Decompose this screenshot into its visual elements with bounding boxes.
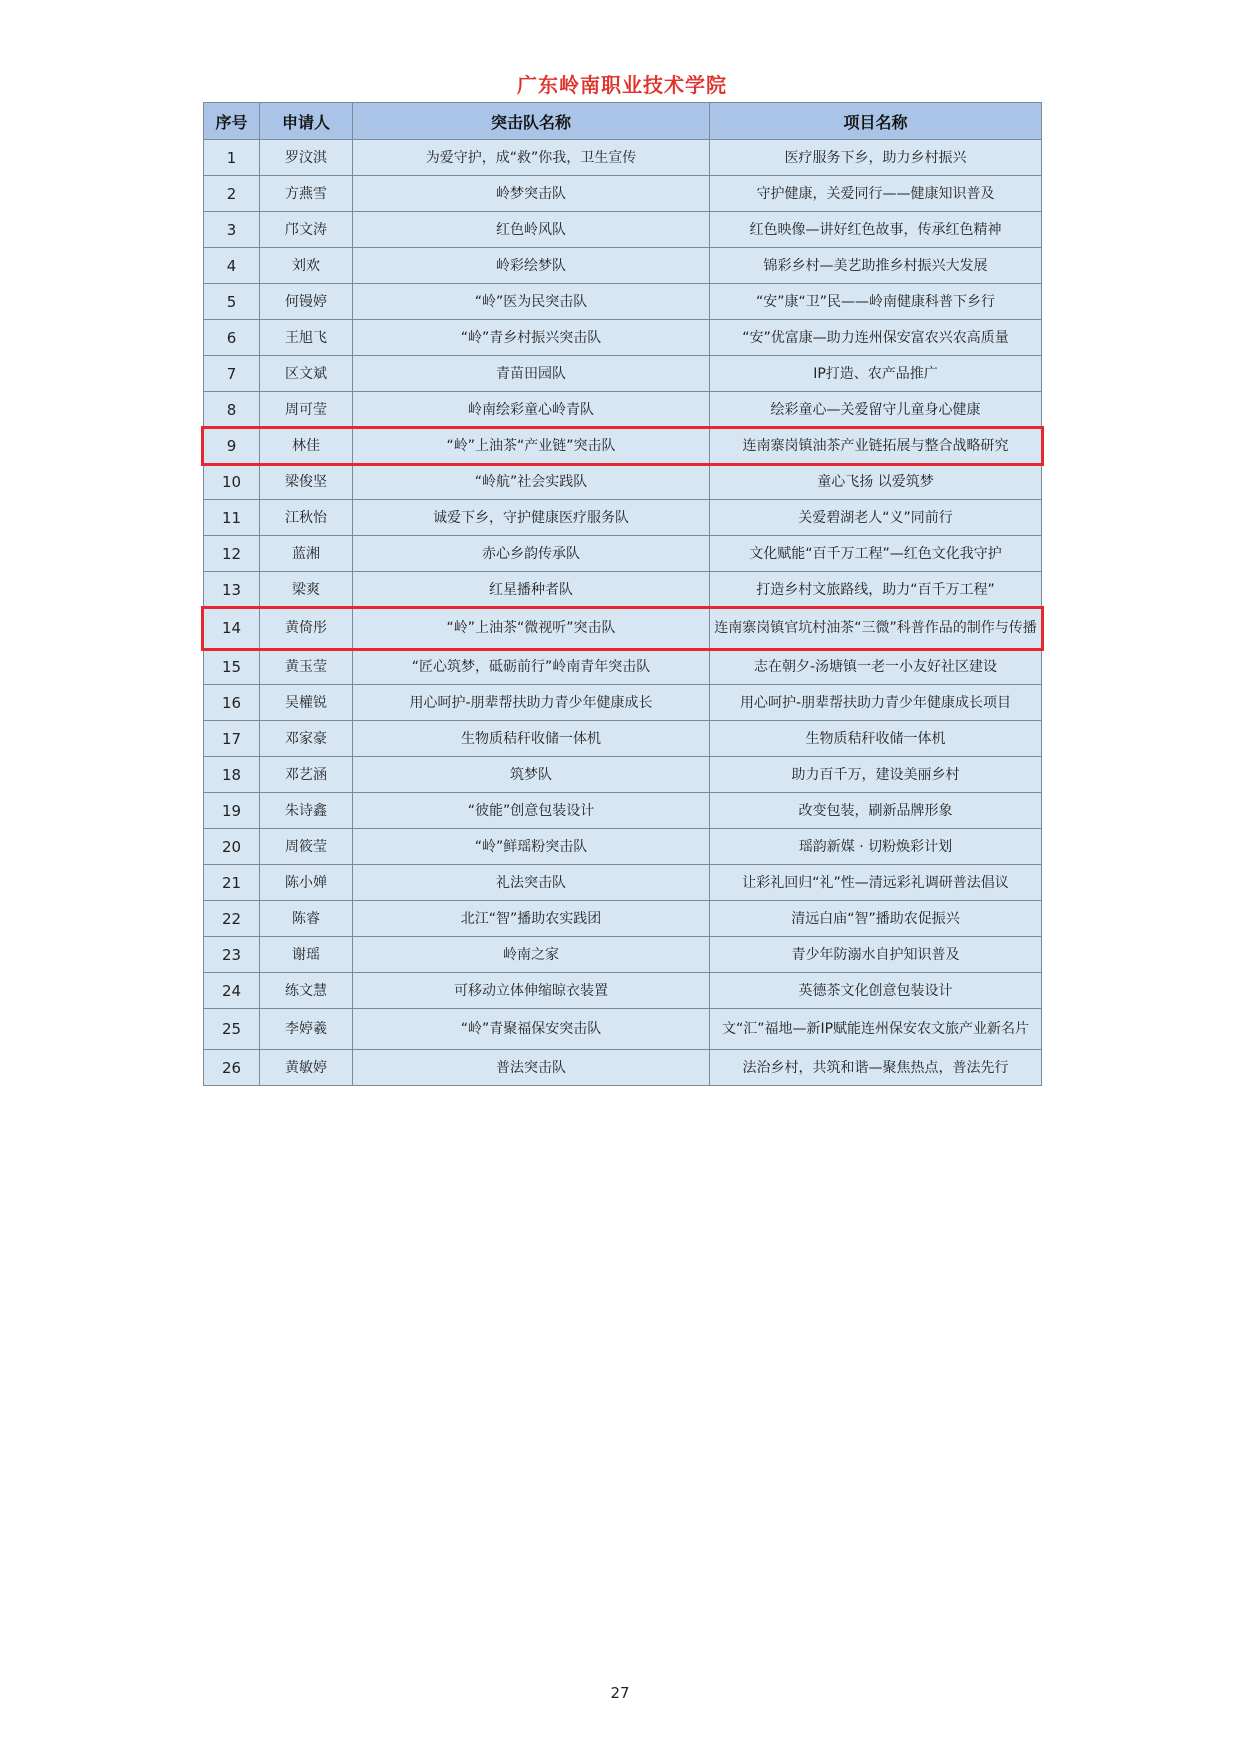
- cell-project: 让彩礼回归“礼”性—清远彩礼调研普法倡议: [710, 865, 1042, 901]
- cell-team: “岭”上油茶“产业链”突击队: [353, 428, 710, 464]
- cell-applicant: 黄玉莹: [260, 649, 353, 685]
- cell-applicant: 吴權锐: [260, 685, 353, 721]
- cell-team: 普法突击队: [353, 1050, 710, 1086]
- table-row: [204, 464, 1042, 500]
- cell-applicant: 练文慧: [260, 973, 353, 1009]
- cell-project: IP打造、农产品推广: [710, 356, 1042, 392]
- cell-project: 瑶韵新媒 · 切粉焕彩计划: [710, 829, 1042, 865]
- cell-no: 8: [204, 392, 260, 428]
- cell-applicant: 王旭飞: [260, 320, 353, 356]
- cell-team: 岭南之家: [353, 937, 710, 973]
- cell-team: “岭”鲜瑶粉突击队: [353, 829, 710, 865]
- cell-team: “彼能”创意包装设计: [353, 793, 710, 829]
- cell-applicant: 罗汶淇: [260, 140, 353, 176]
- cell-no: 5: [204, 284, 260, 320]
- cell-project: 守护健康，关爱同行——健康知识普及: [710, 176, 1042, 212]
- cell-no: 13: [204, 572, 260, 608]
- table-row: [204, 356, 1042, 392]
- cell-applicant: 区文斌: [260, 356, 353, 392]
- cell-team: 岭彩绘梦队: [353, 248, 710, 284]
- cell-team: 可移动立体伸缩晾衣装置: [353, 973, 710, 1009]
- cell-project: 改变包装，刷新品牌形象: [710, 793, 1042, 829]
- cell-team: 红色岭风队: [353, 212, 710, 248]
- cell-no: 25: [204, 1009, 260, 1050]
- cell-project: 红色映像—讲好红色故事，传承红色精神: [710, 212, 1042, 248]
- cell-no: 26: [204, 1050, 260, 1086]
- cell-applicant: 邝文涛: [260, 212, 353, 248]
- cell-team: 为爱守护，成“救”你我，卫生宣传: [353, 140, 710, 176]
- table-row: [204, 793, 1042, 829]
- table-row: [204, 649, 1042, 685]
- table-row: [204, 829, 1042, 865]
- cell-project: 助力百千万，建设美丽乡村: [710, 757, 1042, 793]
- header-row: [204, 103, 1042, 140]
- cell-team: “岭”青聚福保安突击队: [353, 1009, 710, 1050]
- table-row: [204, 865, 1042, 901]
- cell-applicant: 朱诗鑫: [260, 793, 353, 829]
- cell-no: 6: [204, 320, 260, 356]
- table-row: [204, 320, 1042, 356]
- table-row: [204, 392, 1042, 428]
- cell-project: “安”康“卫”民——岭南健康科普下乡行: [710, 284, 1042, 320]
- cell-applicant: 陈睿: [260, 901, 353, 937]
- cell-team: 岭梦突击队: [353, 176, 710, 212]
- cell-project: 生物质秸秆收储一体机: [710, 721, 1042, 757]
- cell-no: 4: [204, 248, 260, 284]
- cell-applicant: 方燕雪: [260, 176, 353, 212]
- cell-project: 法治乡村，共筑和谐—聚焦热点，普法先行: [710, 1050, 1042, 1086]
- cell-no: 21: [204, 865, 260, 901]
- cell-no: 23: [204, 937, 260, 973]
- cell-applicant: 周可莹: [260, 392, 353, 428]
- table-row: [204, 937, 1042, 973]
- table-row: [204, 176, 1042, 212]
- cell-applicant: 陈小婵: [260, 865, 353, 901]
- cell-applicant: 江秋怡: [260, 500, 353, 536]
- cell-no: 2: [204, 176, 260, 212]
- cell-project: 锦彩乡村—美艺助推乡村振兴大发展: [710, 248, 1042, 284]
- page-number: 27: [610, 1684, 630, 1702]
- cell-project: 医疗服务下乡，助力乡村振兴: [710, 140, 1042, 176]
- header-applicant: 申请人: [260, 103, 353, 140]
- cell-team: 北江“智”播助农实践团: [353, 901, 710, 937]
- cell-project: 用心呵护-朋辈帮扶助力青少年健康成长项目: [710, 685, 1042, 721]
- cell-no: 22: [204, 901, 260, 937]
- cell-applicant: 何镘婷: [260, 284, 353, 320]
- cell-team: 赤心乡韵传承队: [353, 536, 710, 572]
- header-no: 序号: [204, 103, 260, 140]
- cell-no: 12: [204, 536, 260, 572]
- table-body: [204, 140, 1042, 1086]
- cell-applicant: 邓艺涵: [260, 757, 353, 793]
- cell-team: 青苗田园队: [353, 356, 710, 392]
- cell-project: 打造乡村文旅路线，助力“百千万工程”: [710, 572, 1042, 608]
- cell-team: 生物质秸秆收储一体机: [353, 721, 710, 757]
- cell-no: 24: [204, 973, 260, 1009]
- cell-team: 诚爱下乡，守护健康医疗服务队: [353, 500, 710, 536]
- table-row: [204, 1009, 1042, 1050]
- table-row: [204, 901, 1042, 937]
- cell-project: 绘彩童心—关爱留守儿童身心健康: [710, 392, 1042, 428]
- cell-project: 连南寨岗镇官坑村油茶“三微”科普作品的制作与传播: [710, 608, 1042, 649]
- cell-team: 红星播种者队: [353, 572, 710, 608]
- document-title: 广东岭南职业技术学院: [517, 73, 727, 97]
- cell-project: 文“汇”福地—新IP赋能连州保安农文旅产业新名片: [710, 1009, 1042, 1050]
- table-row: [204, 757, 1042, 793]
- table-row: [204, 140, 1042, 176]
- cell-team: “岭航”社会实践队: [353, 464, 710, 500]
- table-row: [204, 284, 1042, 320]
- table-row: [204, 536, 1042, 572]
- cell-project: 关爱碧湖老人“义”同前行: [710, 500, 1042, 536]
- table-row: [204, 1050, 1042, 1086]
- cell-team: 岭南绘彩童心岭青队: [353, 392, 710, 428]
- cell-no: 20: [204, 829, 260, 865]
- cell-project: 文化赋能“百千万工程”—红色文化我守护: [710, 536, 1042, 572]
- table-row: [204, 721, 1042, 757]
- cell-team: “岭”青乡村振兴突击队: [353, 320, 710, 356]
- table-row: [204, 572, 1042, 608]
- team-list-table: [203, 102, 1042, 1086]
- cell-no: 1: [204, 140, 260, 176]
- cell-no: 9: [204, 428, 260, 464]
- table-row: [204, 500, 1042, 536]
- cell-project: 志在朝夕-汤塘镇一老一小友好社区建设: [710, 649, 1042, 685]
- cell-applicant: 谢瑶: [260, 937, 353, 973]
- cell-project: 英德茶文化创意包装设计: [710, 973, 1042, 1009]
- table-row: [204, 428, 1042, 464]
- cell-no: 11: [204, 500, 260, 536]
- cell-project: “安”优富康—助力连州保安富农兴农高质量: [710, 320, 1042, 356]
- table-row: [204, 248, 1042, 284]
- cell-applicant: 梁俊坚: [260, 464, 353, 500]
- header-project: 项目名称: [710, 103, 1042, 140]
- table-row: [204, 608, 1042, 649]
- table-row: [204, 973, 1042, 1009]
- cell-team: “岭”上油茶“微视听”突击队: [353, 608, 710, 649]
- cell-no: 10: [204, 464, 260, 500]
- cell-no: 14: [204, 608, 260, 649]
- cell-applicant: 周筱莹: [260, 829, 353, 865]
- cell-applicant: 李婷羲: [260, 1009, 353, 1050]
- cell-no: 3: [204, 212, 260, 248]
- cell-team: 礼法突击队: [353, 865, 710, 901]
- cell-project: 连南寨岗镇油茶产业链拓展与整合战略研究: [710, 428, 1042, 464]
- cell-applicant: 黄倚彤: [260, 608, 353, 649]
- cell-no: 16: [204, 685, 260, 721]
- table-row: [204, 685, 1042, 721]
- cell-applicant: 黄敏婷: [260, 1050, 353, 1086]
- cell-team: “岭”医为民突击队: [353, 284, 710, 320]
- cell-applicant: 梁爽: [260, 572, 353, 608]
- table-row: [204, 212, 1042, 248]
- cell-no: 17: [204, 721, 260, 757]
- cell-no: 15: [204, 649, 260, 685]
- cell-project: 清远白庙“智”播助农促振兴: [710, 901, 1042, 937]
- cell-applicant: 林佳: [260, 428, 353, 464]
- cell-no: 7: [204, 356, 260, 392]
- cell-team: “匠心筑梦，砥砺前行”岭南青年突击队: [353, 649, 710, 685]
- cell-applicant: 蓝湘: [260, 536, 353, 572]
- cell-applicant: 刘欢: [260, 248, 353, 284]
- cell-team: 筑梦队: [353, 757, 710, 793]
- cell-project: 童心飞扬 以爱筑梦: [710, 464, 1042, 500]
- cell-team: 用心呵护-朋辈帮扶助力青少年健康成长: [353, 685, 710, 721]
- cell-project: 青少年防溺水自护知识普及: [710, 937, 1042, 973]
- cell-applicant: 邓家豪: [260, 721, 353, 757]
- header-team: 突击队名称: [353, 103, 710, 140]
- cell-no: 19: [204, 793, 260, 829]
- cell-no: 18: [204, 757, 260, 793]
